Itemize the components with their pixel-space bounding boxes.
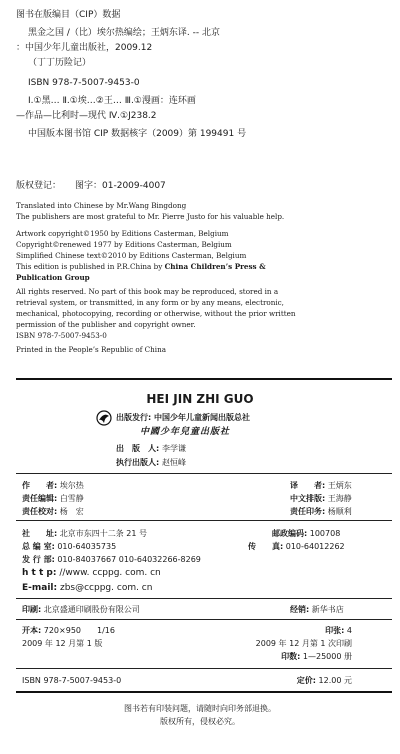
printed-sheets-label: 印张: [325,626,345,635]
price-value: 12.00 元 [318,676,352,685]
distributor-value: 新华书店 [311,605,344,614]
print-manager [290,506,352,517]
printed-sheets-value: 4 [346,626,352,635]
english-line: Copyright©renewed 1977 by Editions Casterman, Belgium [16,240,232,249]
colophon-rule [16,473,392,474]
translator [290,480,352,491]
book-format-label: 开本: [22,626,42,635]
footer-rights: 版权所有，侵权必究。 [160,717,240,726]
editor [22,493,84,504]
author-value: 埃尔热 [59,481,84,490]
cip-isbn: ISBN 978-7-5007-9453-0 [28,78,140,88]
book-format-value: 720×950 1/16 [43,626,115,635]
colophon-rule [16,668,392,669]
editorial-office [22,541,116,552]
postcode-label: 邮政编码: [272,529,308,538]
publisher-label: 出 版 人: [116,444,160,453]
colophon-top-rule [16,378,392,380]
copyright-registration-label: 版权登记： [16,181,62,191]
colophon-isbn: ISBN 978-7-5007-9453-0 [22,676,122,685]
editorial-office-label: 总 编 室: [22,542,55,551]
proofreader [22,506,84,517]
translator-value: 王炳东 [327,481,352,490]
english-line: mechanical, photocopying, recording or otherwise, without the prior written [16,309,296,318]
footer-notice: 图书若有印装问题，请随时向印务部退换。 [124,704,276,713]
cip-line: —作品—比利时—现代 Ⅳ.①J238.2 [16,111,157,121]
english-line: Artwork copyright©1950 by Editions Casterman, Belgium [16,229,229,238]
fax [248,541,345,552]
print-run-label: 印数: [281,652,301,661]
executive-publisher-label: 执行出版人: [116,458,160,467]
postcode [272,528,340,539]
distributor-label: 经销: [290,605,310,614]
address-value: 北京市东四十二条 21 号 [59,529,148,538]
colophon-title: HEI JIN ZHI GUO [146,392,254,406]
english-line: Translated into Chinese by Mr.Wang Bingdong [16,201,187,210]
book-format [22,625,115,636]
english-line: Simplified Chinese text©2010 by Editions Casterman, Belgium [16,251,247,260]
typesetter-label: 中文排版: [290,494,326,503]
editor-value: 白雪静 [59,494,84,503]
english-publisher: China Children’s Press & [164,262,266,271]
english-line: The publishers are most grateful to Mr. Pierre Justo for his valuable help. [16,212,285,221]
print-manager-label: 责任印务: [290,507,326,516]
print-run-value: 1—25000 册 [302,652,352,661]
editorial-office-value: 010-64035735 [57,542,117,551]
distributor [290,604,344,615]
sales-department-value: 010-84037667 010-64032266-8269 [57,555,201,564]
postcode-value: 100708 [309,529,341,538]
printing-date: 2009 年 12 月第 1 次印刷 [255,639,352,648]
website-value: //www. ccppg. com. cn [59,568,161,578]
publisher-logo-icon [96,410,112,426]
price-label: 定价: [296,676,316,685]
english-line: retrieval system, or transmitted, in any form or by any means, electronic, [16,298,284,307]
printed-sheets [325,625,352,636]
issuer [116,412,250,423]
colophon-rule [16,520,392,521]
cip-number: 中国版本图书馆 CIP 数据核字（2009）第 199491 号 [28,129,247,139]
printer [22,604,140,615]
author [22,480,84,491]
address [22,528,147,539]
colophon-rule [16,598,392,599]
english-line: All rights reserved. No part of this book may be reproduced, stored in a [16,287,279,296]
printer-value: 北京盛通印刷股份有限公司 [43,605,140,614]
english-line: permission of the publisher and copyright owner. [16,320,196,329]
email [22,582,152,594]
cip-heading: 图书在版编目（CIP）数据 [16,10,121,20]
english-edition-text: This edition is published in P.R.China by [16,262,165,271]
cip-line: ：中国少年儿童出版社，2009.12 [16,43,153,53]
sales-department [22,554,201,565]
english-publisher-group: Publication Group [16,273,90,282]
email-label: E-mail: [22,583,58,593]
cip-line: （丁丁历险记） [28,58,92,68]
sales-department-label: 发 行 部: [22,555,55,564]
price [297,675,352,686]
english-isbn: ISBN 978-7-5007-9453-0 [16,331,107,340]
email-value: zbs@ccppg. com. cn [59,583,153,593]
publisher-value: 李学谦 [162,444,186,453]
editor-label: 责任编辑: [22,494,58,503]
typesetter [290,493,352,504]
cip-line: 黑金之国 /（比）埃尔热编绘；王炳东译. -- 北京 [28,28,220,38]
website [22,567,161,579]
copyright-registration-value: 图字：01-2009-4007 [75,181,166,191]
fax-label: 传 真: [248,542,284,551]
executive-publisher-value: 赵恒峰 [162,458,186,467]
issuer-value: 中国少年儿童新闻出版总社 [154,413,250,422]
fax-value: 010-64012262 [285,542,345,551]
print-manager-value: 杨顺利 [327,507,352,516]
print-run [281,651,352,662]
website-label: h t t p: [22,568,57,578]
typesetter-value: 王海静 [327,494,352,503]
author-label: 作 者: [22,481,58,490]
edition: 2009 年 12 月第 1 版 [22,639,103,648]
address-label: 社 址: [22,529,58,538]
proofreader-label: 责任校对: [22,507,58,516]
translator-label: 译 者: [290,481,326,490]
publisher [116,443,186,454]
issuer-label: 出版发行: [116,413,152,422]
proofreader-value: 杨 宏 [59,507,84,516]
copyright-registration [16,180,166,192]
colophon-bottom-rule [16,691,392,693]
executive-publisher [116,457,186,468]
cip-line: Ⅰ.①黑… Ⅱ.①埃…②王… Ⅲ.①漫画：连环画 [28,96,196,106]
printer-label: 印刷: [22,605,42,614]
colophon-rule [16,619,392,620]
english-line: Printed in the People’s Republic of China [16,345,167,354]
english-line [16,262,266,272]
press-calligraphy: 中國少年兒童出版社 [140,427,231,437]
